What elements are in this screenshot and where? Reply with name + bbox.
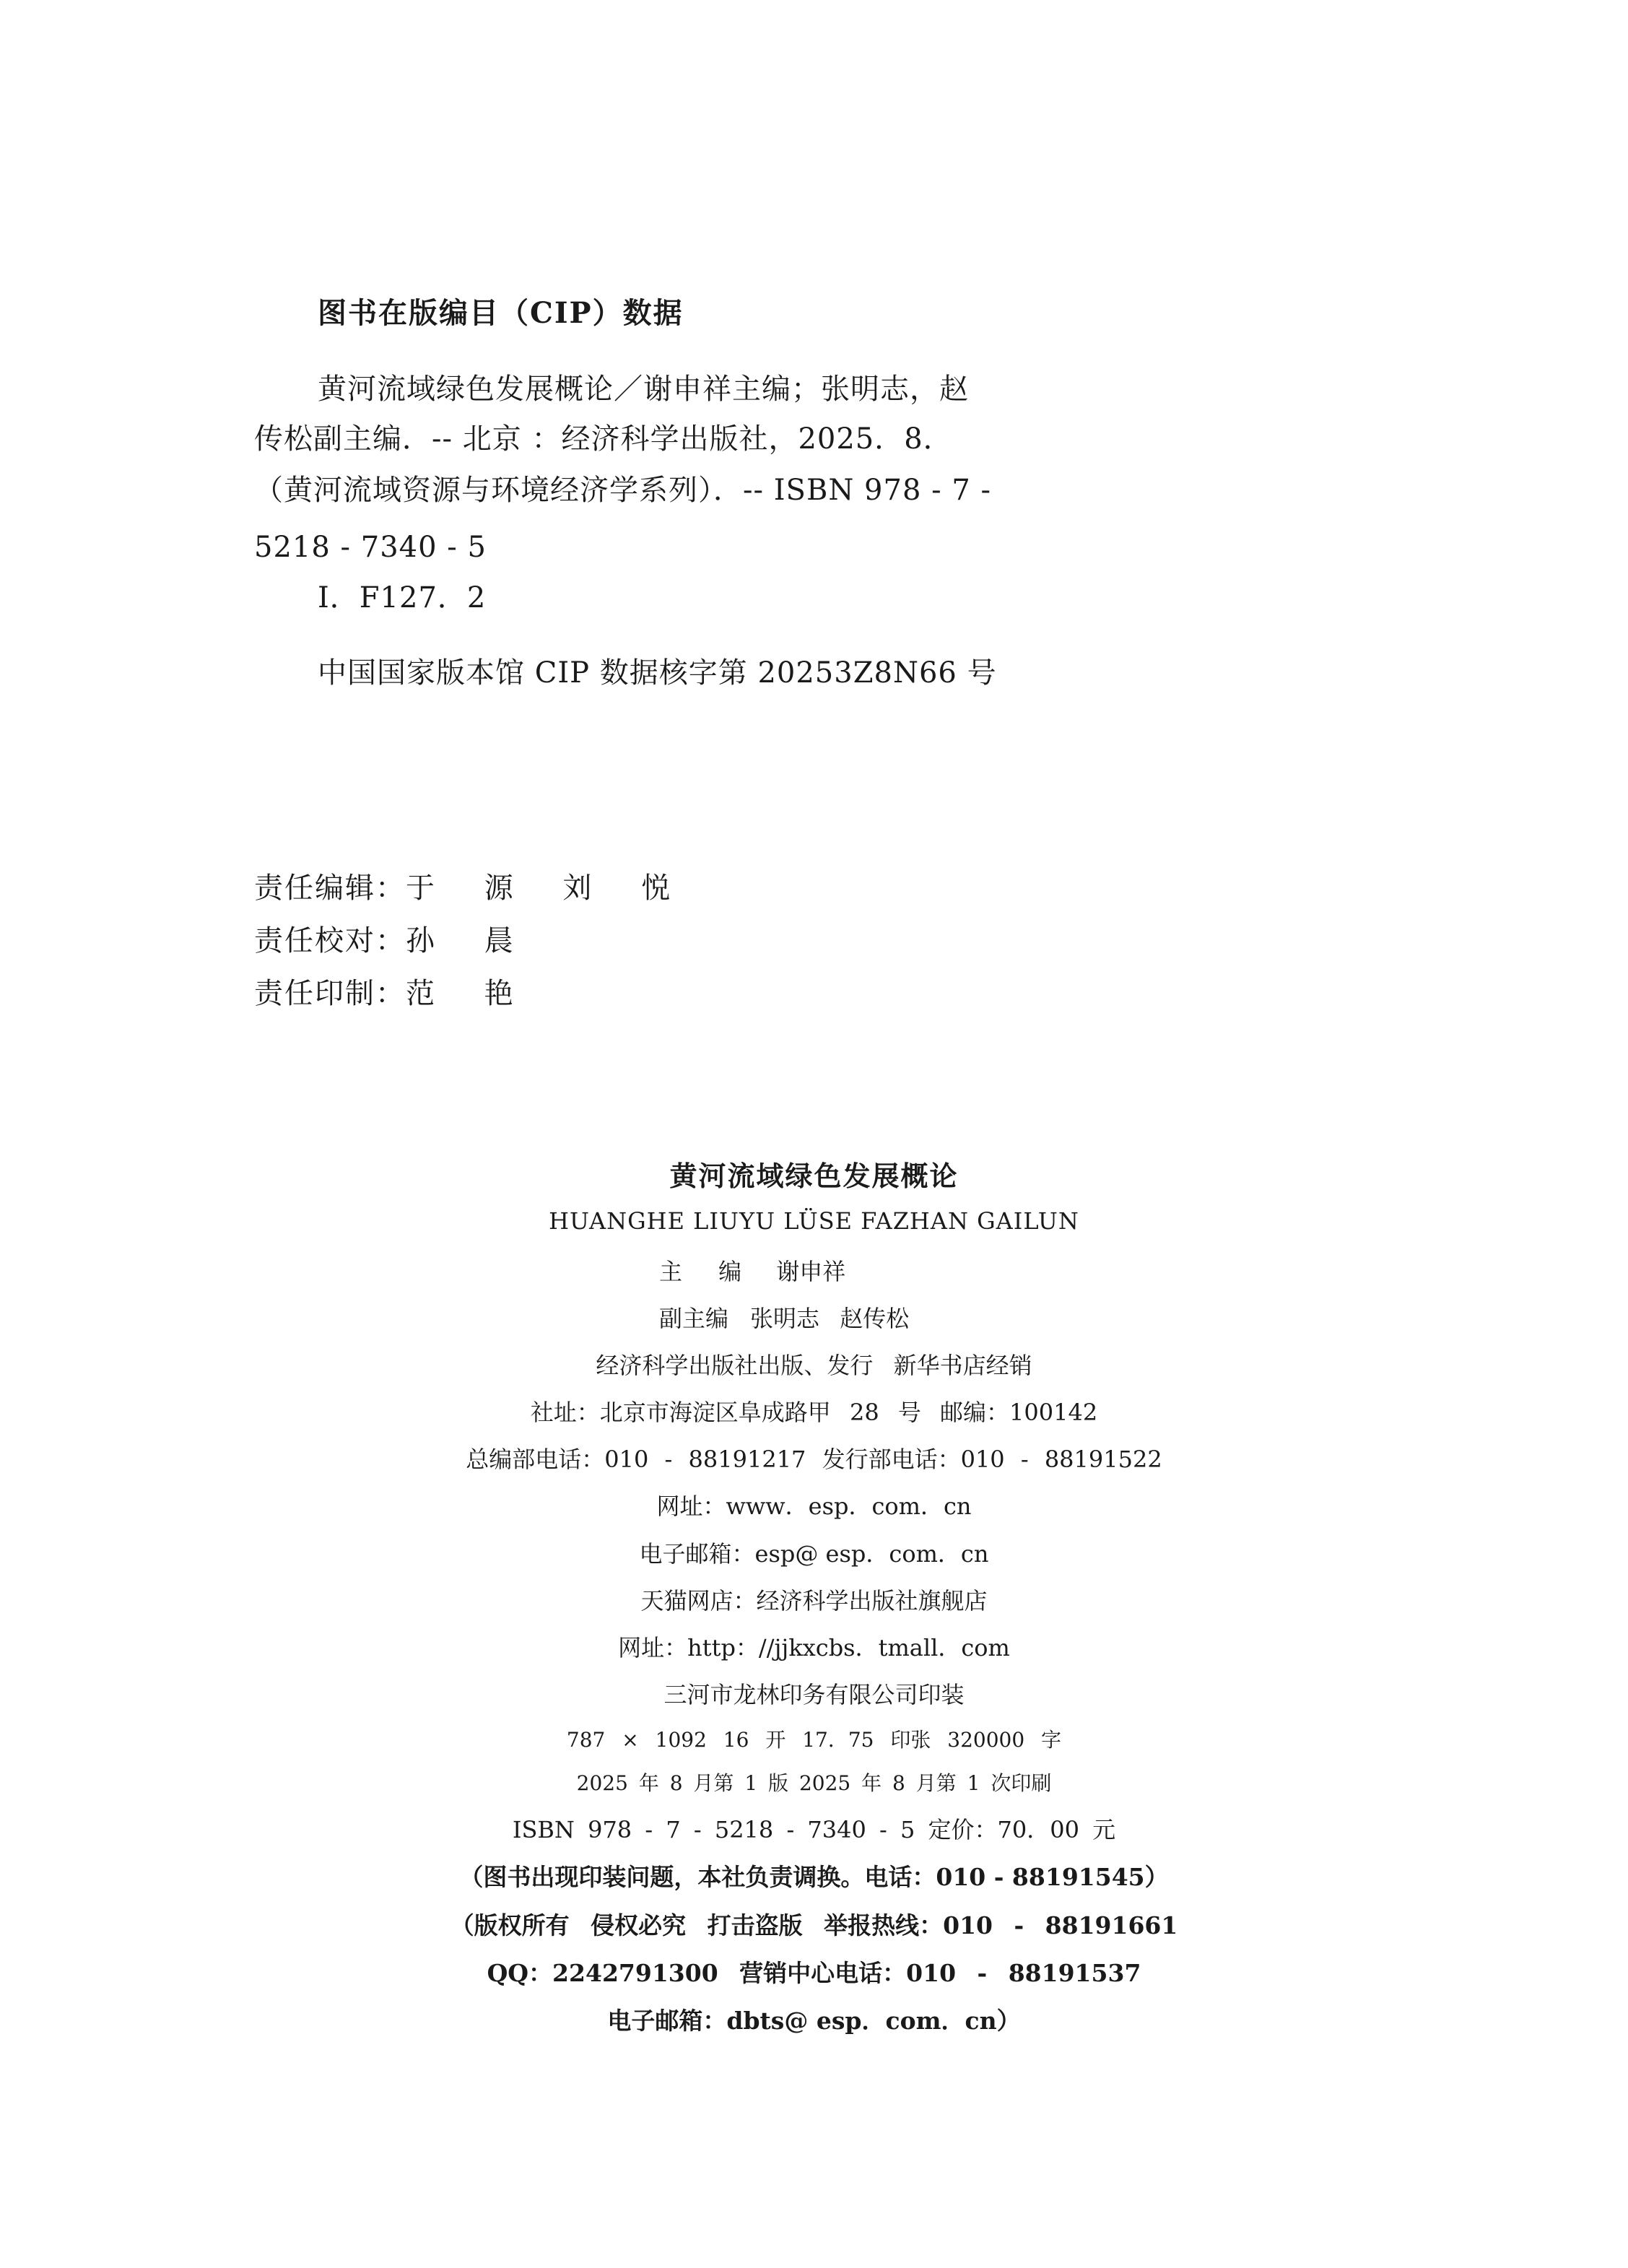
cip-line-4: 5218 - 7340 - 5 <box>254 531 487 564</box>
colophon-website: 网址：www．esp．com．cn <box>656 1493 972 1520</box>
staff-editor-value: 于 源 刘 悦 <box>406 872 691 905</box>
cip-heading: 图书在版编目（CIP）数据 <box>318 296 684 330</box>
cip-line-3: （黄河流域资源与环境经济学系列）．-- ISBN 978 - 7 - <box>254 474 992 507</box>
colophon-phones: 总编部电话：010 - 88191217 发行部电话：010 - 88191522 <box>466 1446 1162 1473</box>
staff-proofreader-value: 孙 晨 <box>406 924 534 957</box>
staff-printing-label: 责任印制： <box>254 977 406 1010</box>
cip-record-number: 中国国家版本馆 CIP 数据核字第 20253Z8N66 号 <box>318 656 997 690</box>
colophon-format: 787 × 1092 16 开 17．75 印张 320000 字 <box>566 1728 1062 1752</box>
staff-editor-label: 责任编辑： <box>254 872 406 905</box>
cip-line-2: 传松副主编．-- 北京 ：经济科学出版社，2025．8． <box>254 422 953 456</box>
colophon-notice-4: 电子邮箱：dbts@ esp．com．cn） <box>607 2007 1021 2035</box>
colophon-title: 黄河流域绿色发展概论 <box>669 1160 959 1192</box>
colophon-notice-2: （版权所有 侵权必究 打击盗版 举报热线：010 - 88191661 <box>450 1911 1178 1939</box>
colophon-notice-1: （图书出现印装问题，本社负责调换。电话：010 - 88191545） <box>459 1863 1169 1891</box>
colophon-edition: 2025 年 8 月第 1 版 2025 年 8 月第 1 次印刷 <box>576 1771 1052 1795</box>
colophon-isbn-price: ISBN 978 - 7 - 5218 - 7340 - 5 定价：70．00 元 <box>512 1816 1116 1843</box>
colophon-tmall-store: 天猫网店：经济科学出版社旗舰店 <box>640 1587 988 1615</box>
colophon-deputy-names: 张明志 赵传松 <box>750 1305 910 1332</box>
cip-line-1: 黄河流域绿色发展概论／谢申祥主编；张明志，赵 <box>318 373 969 406</box>
colophon-editor-label: 主 编 <box>659 1258 757 1285</box>
colophon-tmall-url: 网址：http：//jjkxcbs．tmall．com <box>618 1634 1010 1661</box>
colophon-publisher: 经济科学出版社出版、发行 新华书店经销 <box>596 1352 1032 1379</box>
colophon-editor-name: 谢申祥 <box>776 1258 846 1285</box>
colophon-notice-3: QQ：2242791300 营销中心电话：010 - 88191537 <box>487 1959 1141 1987</box>
colophon-printer: 三河市龙林印务有限公司印装 <box>663 1681 965 1708</box>
staff-editor <box>254 865 690 906</box>
cip-classification: Ⅰ．F127．2 <box>318 581 487 614</box>
colophon-editor <box>659 1254 845 1287</box>
staff-printing-value: 范 艳 <box>406 977 534 1010</box>
staff-proofreader-label: 责任校对： <box>254 924 406 957</box>
colophon-title-pinyin: HUANGHE LIUYU LÜSE FAZHAN GAILUN <box>549 1207 1079 1235</box>
staff-printing <box>254 970 534 1012</box>
staff-proofreader <box>254 918 534 959</box>
colophon-email: 电子邮箱：esp@ esp．com．cn <box>639 1540 989 1568</box>
colophon-deputy-label: 副主编 <box>659 1305 729 1332</box>
colophon-address: 社址：北京市海淀区阜成路甲 28 号 邮编：100142 <box>530 1399 1098 1426</box>
colophon-deputy <box>659 1300 909 1334</box>
